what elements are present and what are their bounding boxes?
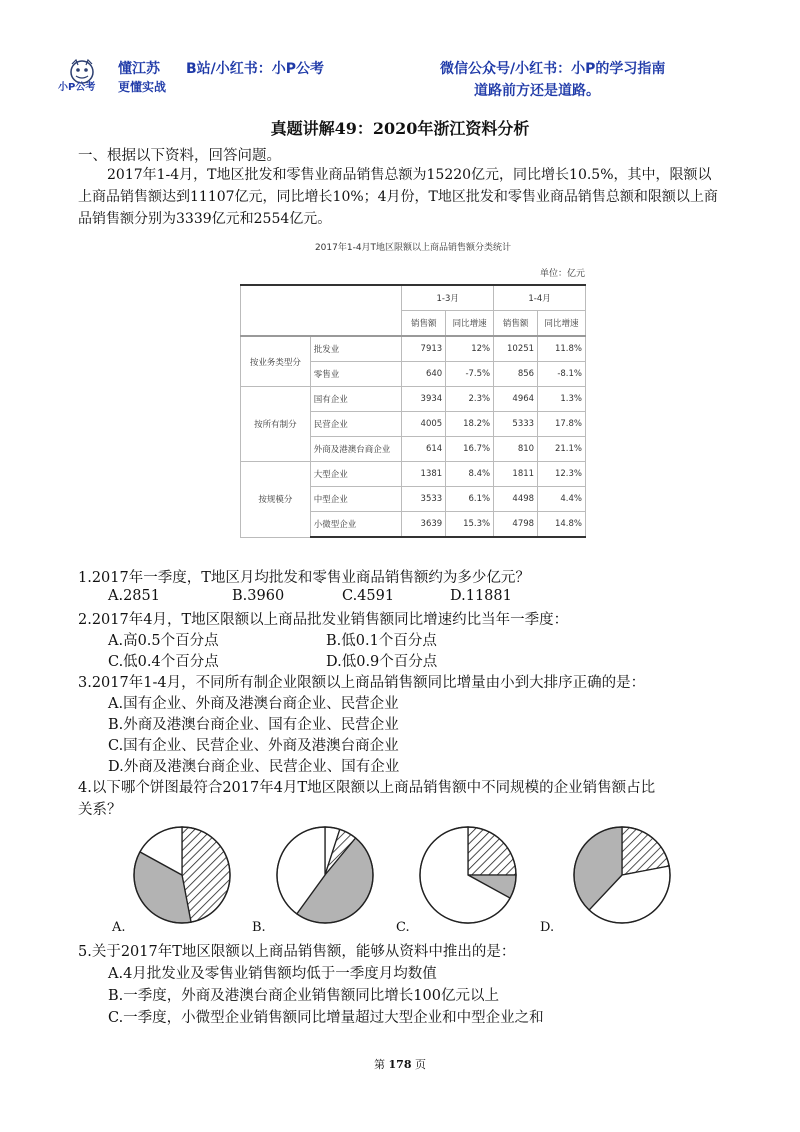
table-cell: -8.1%	[538, 362, 586, 387]
row-label: 批发业	[310, 336, 402, 362]
table-cell: 10251	[494, 336, 538, 362]
column-header: 销售额	[494, 311, 538, 337]
table-cell: 5333	[494, 412, 538, 437]
question-4-line2: 关系？	[78, 802, 122, 818]
q1-option-d: D.11881	[450, 588, 512, 604]
period-header: 1-3月	[402, 285, 494, 311]
q3-option-a: A.国有企业、外商及港澳台商企业、民营企业	[108, 696, 399, 712]
row-label: 中型企业	[310, 487, 402, 512]
table-cell: 4.4%	[538, 487, 586, 512]
row-label: 大型企业	[310, 462, 402, 487]
table-cell: 4798	[494, 512, 538, 538]
pie-slice	[182, 827, 230, 922]
logo-text-bottom: 更懂实战	[118, 80, 167, 94]
table-row	[241, 336, 586, 362]
table-cell: 3639	[402, 512, 446, 538]
table-corner-cell	[241, 285, 402, 336]
table-title: 2017年1-4月T地区限额以上商品销售额分类统计	[314, 243, 512, 253]
header-left-text: B站/小红书：小P公考	[186, 61, 325, 77]
pie-label-d: D.	[540, 920, 555, 935]
sales-table	[240, 284, 586, 538]
table-cell: 21.1%	[538, 437, 586, 462]
table-cell: 11.8%	[538, 336, 586, 362]
table-cell: 810	[494, 437, 538, 462]
row-label: 零售业	[310, 362, 402, 387]
q2-option-a: A.高0.5个百分点	[108, 633, 219, 649]
q3-option-b: B.外商及港澳台商企业、国有企业、民营企业	[108, 717, 399, 733]
group-label: 按规模分	[241, 462, 311, 538]
table-cell: 1.3%	[538, 387, 586, 412]
column-header: 销售额	[402, 311, 446, 337]
footer-suffix: 页	[414, 1058, 426, 1071]
q3-option-d: D.外商及港澳台商企业、民营企业、国有企业	[108, 759, 400, 775]
q1-option-a: A.2851	[108, 588, 160, 604]
q2-option-b: B.低0.1个百分点	[326, 633, 437, 649]
table-cell: 7913	[402, 336, 446, 362]
table-cell: 3934	[402, 387, 446, 412]
q1-option-c: C.4591	[342, 588, 395, 604]
table-cell: 16.7%	[446, 437, 494, 462]
q3-option-c: C.国有企业、民营企业、外商及港澳台商企业	[108, 738, 399, 754]
question-5: 5.关于2017年T地区限额以上商品销售额，能够从资料中推出的是：	[78, 944, 516, 960]
q5-option-b: B.一季度，外商及港澳台商企业销售额同比增长100亿元以上	[108, 988, 499, 1004]
column-header: 同比增速	[538, 311, 586, 337]
page-title: 真题讲解49：2020年浙江资料分析	[270, 119, 530, 138]
table-cell: 8.4%	[446, 462, 494, 487]
table-cell: 4498	[494, 487, 538, 512]
logo-text-top: 懂江苏	[118, 61, 160, 77]
table-cell: 14.8%	[538, 512, 586, 538]
table-cell: 1811	[494, 462, 538, 487]
table-cell: 3533	[402, 487, 446, 512]
logo-caption: 小P公考	[58, 82, 96, 93]
q2-option-d: D.低0.9个百分点	[326, 654, 438, 670]
row-label: 小微型企业	[310, 512, 402, 538]
header-right-line2: 道路前方还是道路。	[474, 83, 600, 99]
period-header: 1-4月	[494, 285, 586, 311]
table-cell: 6.1%	[446, 487, 494, 512]
question-4-line1: 4.以下哪个饼图最符合2017年4月T地区限额以上商品销售额中不同规模的企业销售额占比	[78, 780, 656, 796]
row-label: 国有企业	[310, 387, 402, 412]
intro-paragraph: 2017年1-4月，T地区批发和零售业商品销售总额为15220亿元，同比增长10.5%，其中，限额以上商品销售额达到11107亿元，同比增长10%；4月份，T地区批发和零售业商品销售总额和限额以上商品销售额分别为3339亿元和2554亿元。	[78, 167, 718, 227]
page-footer	[0, 1056, 800, 1072]
question-3: 3.2017年1-4月，不同所有制企业限额以上商品销售额同比增量由小到大排序正确的是：	[78, 675, 646, 691]
table-cell: 12.3%	[538, 462, 586, 487]
table-cell: 1381	[402, 462, 446, 487]
row-label: 民营企业	[310, 412, 402, 437]
table-cell: 640	[402, 362, 446, 387]
group-label: 按所有制分	[241, 387, 311, 462]
table-cell: 17.8%	[538, 412, 586, 437]
column-header: 同比增速	[446, 311, 494, 337]
section-heading: 一、根据以下资料，回答问题。	[78, 148, 281, 164]
page-number: 178	[388, 1058, 412, 1071]
header-right-line1: 微信公众号/小红书：小P的学习指南	[440, 61, 666, 77]
table-cell: 2.3%	[446, 387, 494, 412]
q2-option-c: C.低0.4个百分点	[108, 654, 219, 670]
q1-option-b: B.3960	[232, 588, 285, 604]
question-2: 2.2017年4月，T地区限额以上商品批发业销售额同比增速约比当年一季度：	[78, 612, 569, 628]
group-label: 按业务类型分	[241, 336, 311, 387]
pie-label-b: B.	[252, 920, 266, 935]
footer-prefix: 第	[374, 1058, 386, 1071]
table-cell: 15.3%	[446, 512, 494, 538]
table-row	[241, 462, 586, 487]
table-cell: 4005	[402, 412, 446, 437]
table-cell: 18.2%	[446, 412, 494, 437]
table-cell: -7.5%	[446, 362, 494, 387]
pie-label-a: A.	[112, 920, 126, 935]
q5-option-c: C.一季度，小微型企业销售额同比增量超过大型企业和中型企业之和	[108, 1010, 544, 1026]
table-unit: 单位：亿元	[540, 269, 586, 279]
q5-option-a: A.4月批发业及零售业销售额均低于一季度月均数值	[108, 966, 437, 982]
pie-options	[0, 820, 800, 930]
row-label: 外商及港澳台商企业	[310, 437, 402, 462]
pie-label-c: C.	[396, 920, 410, 935]
table-cell: 4964	[494, 387, 538, 412]
table-cell: 12%	[446, 336, 494, 362]
table-row	[241, 387, 586, 412]
table-cell: 614	[402, 437, 446, 462]
question-1: 1.2017年一季度，T地区月均批发和零售业商品销售额约为多少亿元？	[78, 570, 530, 586]
table-cell: 856	[494, 362, 538, 387]
